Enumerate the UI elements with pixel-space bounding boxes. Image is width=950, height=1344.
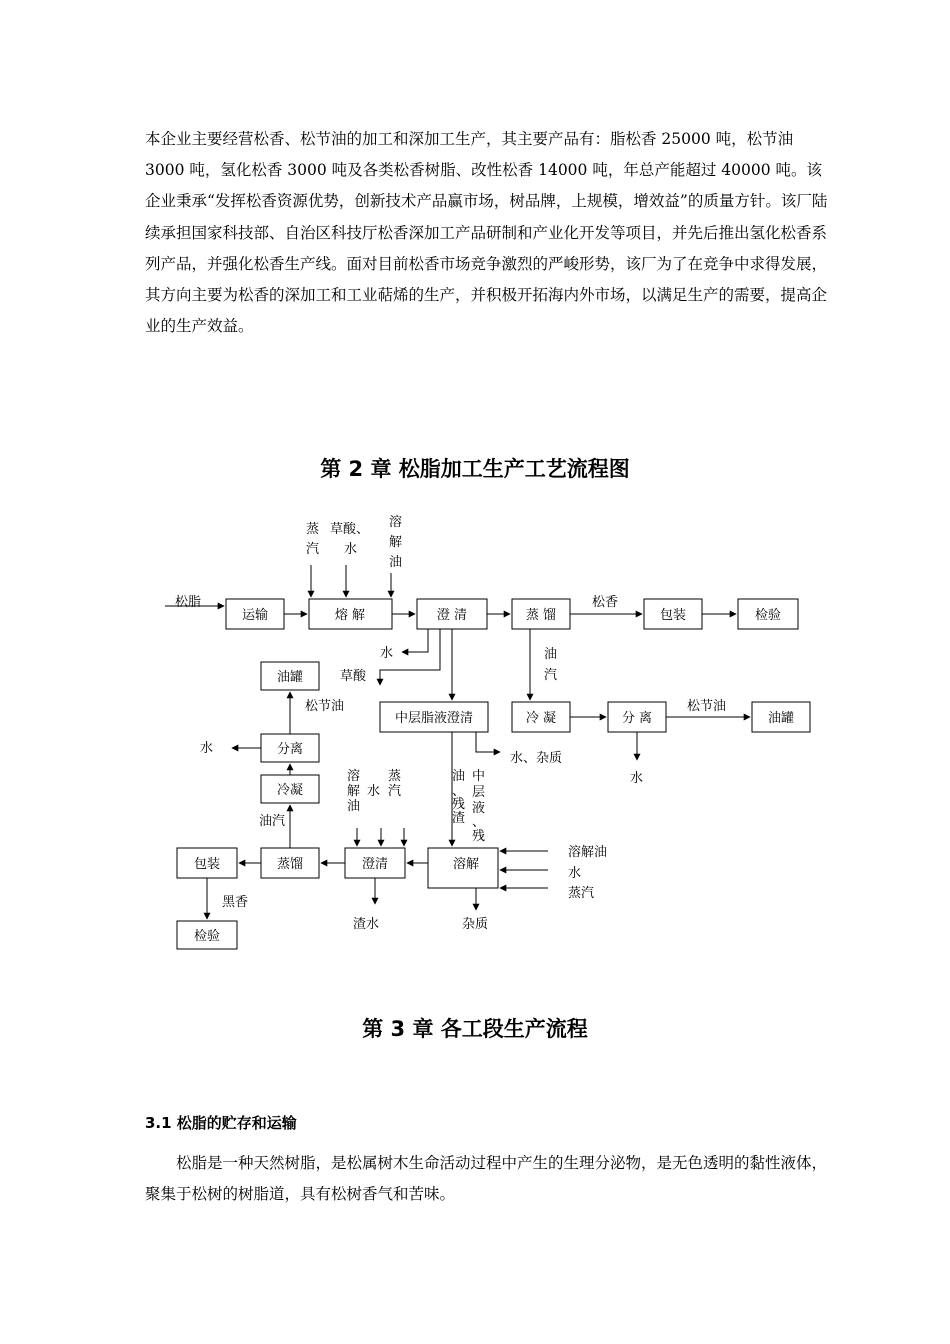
svg-text:包装: 包装 [659,608,687,623]
svg-text:黑香: 黑香 [222,895,249,910]
svg-text:分离: 分离 [276,742,304,757]
box-yunshu [226,599,284,629]
svg-text:溶: 溶 [347,769,361,784]
svg-text:蒸 馏: 蒸 馏 [525,608,557,623]
intro-paragraph: 本企业主要经营松香、松节油的加工和深加工生产，其主要产品有：脂松香 25000 吨，松节油 3000 吨，氢化松香 3000 吨及各类松香树脂、改性松香 14000 吨，年总产能超过 40000 吨。该企业秉承“发挥松香资源优势，创新技术产品赢市场，树品牌，上规模，增效益”的质量方针。该厂陆续承担国家科技部、自治区科技厅松香深加工产品研制和产业化开发等项目，并先后推出氢化松香系列产品，并强化松香生产线。面对目前松香市场竞争激烈的严峻形势，该厂为了在竞争中求得发展，其方向主要为松香的深加工和工业萜烯的生产，并积极开拓海内外市场，以满足生产的需要，提高企业的生产效益。 [145,130,828,336]
svg-text:油罐: 油罐 [276,670,304,685]
svg-text:油汽: 油汽 [259,814,286,829]
svg-text:水: 水 [380,646,394,661]
svg-text:水: 水 [568,866,582,881]
section-3-1-paragraph: 松脂是一种天然树脂，是松属树木生命活动过程中产生的生理分泌物，是无色透明的黏性液体，聚集于松树的树脂道，具有松树香气和苦味。 [145,1154,828,1203]
svg-text:残: 残 [472,829,486,844]
svg-text:松香: 松香 [592,595,619,610]
svg-text:草酸、: 草酸、 [330,522,370,537]
box-fenli [608,702,666,732]
svg-text:、: 、 [472,815,486,830]
svg-text:液: 液 [472,801,486,816]
svg-text:松节油: 松节油 [687,699,727,714]
svg-text:油: 油 [347,799,361,814]
box-chengqing-mid [345,848,405,878]
svg-text:汽: 汽 [306,542,320,557]
section-3-1-title: 3.1 松脂的贮存和运输 [145,1114,297,1132]
box-lengning [512,702,570,732]
svg-text:溶解油: 溶解油 [568,845,608,860]
box-jianyan [738,599,798,629]
box-chengqing [417,599,487,629]
box-jianyan-left [177,921,237,949]
svg-text:汽: 汽 [544,668,558,683]
svg-text:溶: 溶 [389,515,403,530]
svg-text:中层脂液澄清: 中层脂液澄清 [394,711,474,726]
svg-text:松节油: 松节油 [305,699,345,714]
svg-text:汽: 汽 [388,784,402,799]
svg-text:冷凝: 冷凝 [276,783,304,798]
svg-text:澄清: 澄清 [361,857,389,872]
svg-text:蒸: 蒸 [306,522,320,537]
svg-text:草酸: 草酸 [340,669,367,684]
svg-text:蒸馏: 蒸馏 [276,857,304,872]
svg-text:杂质: 杂质 [462,917,489,932]
svg-text:、: 、 [452,784,466,799]
svg-text:澄 清: 澄 清 [436,608,468,623]
box-zhengliu-left [261,848,319,878]
box-lengning-left [261,775,319,803]
svg-text:解: 解 [389,535,403,550]
box-youguan-left [261,662,319,690]
svg-text:松脂: 松脂 [175,595,202,610]
svg-text:残: 残 [452,797,466,812]
svg-text:解: 解 [347,784,361,799]
chapter-3-title: 第 3 章 各工段生产流程 [362,1017,588,1041]
svg-text:水、杂质: 水、杂质 [510,751,563,766]
box-baozhuang-left [177,848,237,878]
svg-text:水: 水 [200,741,214,756]
svg-text:检验: 检验 [754,608,782,623]
svg-text:运输: 运输 [241,608,269,623]
svg-text:包装: 包装 [193,857,221,872]
box-zhongceng-chengqing [380,702,488,732]
svg-text:水: 水 [367,784,381,799]
box-rongjie [309,599,392,629]
svg-text:蒸: 蒸 [388,769,402,784]
box-baozhuang [644,599,702,629]
svg-text:油: 油 [389,555,403,570]
chapter-2-title: 第 2 章 松脂加工生产工艺流程图 [320,457,630,481]
box-youguan-right [752,702,810,732]
box-zhengliu [512,599,570,629]
svg-text:油: 油 [452,769,466,784]
svg-text:水: 水 [344,542,358,557]
svg-text:油罐: 油罐 [767,711,795,726]
svg-text:渣水: 渣水 [353,917,380,932]
svg-text:层: 层 [472,785,486,800]
svg-text:渣: 渣 [452,811,466,826]
svg-text:检验: 检验 [193,929,221,944]
svg-text:溶解: 溶解 [452,857,480,872]
svg-text:中: 中 [472,769,486,784]
svg-text:蒸汽: 蒸汽 [568,886,595,901]
svg-text:熔 解: 熔 解 [334,608,366,623]
svg-text:油: 油 [544,647,558,662]
svg-text:水: 水 [630,771,644,786]
box-fenli-left [261,734,319,762]
svg-text:冷 凝: 冷 凝 [525,711,557,726]
box-rongjie-mid [428,848,498,888]
svg-text:分 离: 分 离 [621,711,653,726]
